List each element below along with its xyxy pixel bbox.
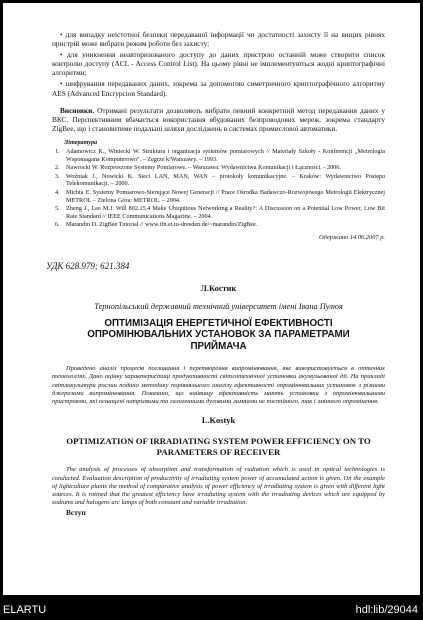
- reference-number: 3.: [55, 172, 60, 180]
- article-title-en: OPTIMIZATION OF IRRADIATING SYSTEM POWER EFFICIENCY ON TO PARAMETERS OF RECEIVER: [66, 436, 371, 457]
- received-date: Одержано 14.06.2007 р.: [319, 233, 385, 241]
- udc-code: УДК 628.979; 621.384: [46, 260, 130, 271]
- reference-item: [52, 173, 385, 188]
- conclusion-paragraph: [52, 106, 385, 133]
- abstract: Проведено аналіз процесів поглинання і перетворення випромінювання, яке використовується в оптичних технологіях. Дано оцінку характеристиці продуктивності світлотехнічної установки акумульованої дії. На прикладі світлокультури рослин подано методику порівняльного аналізу ефективності опромінювальних установок з різними джерелами випромінювання. Показано, що найвищу ефективність мають установки з опромінювальними пристроями, які оснащені натрієвими та галогенними дуговими лампами не постійного, так і змінного опромінення.: [52, 365, 385, 405]
- footer-bar: [0, 600, 423, 620]
- bullet-item: • для уникнення неавторизованого доступу до даних пристрою останній може створити список контролю доступу (ACL - Access Control List). На цьому рівні не імплементуються жодні криптографічні алгоритми;: [52, 50, 385, 78]
- author-name-en: L.Kostyk: [201, 416, 236, 426]
- author-name: Л.Костик: [200, 283, 237, 293]
- article-title: ОПТИМІЗАЦІЯ ЕНЕРГЕТИЧНОЇ ЕФЕКТИВНОСТІ ОПРОМІНЮВАЛЬНИХ УСТАНОВОК ЗА ПАРАМЕТРАМИ ПРИЙМАЧА: [87, 317, 350, 352]
- bullet-item: • для випадку неістотної безпеки передаваної інформації чи достатності захисту її на вищих рівнях пристрій може вибрати режим роботи без захисту;: [52, 30, 385, 49]
- document-page: [3, 3, 420, 595]
- reference-number: 1.: [55, 147, 60, 155]
- reference-item: [52, 148, 385, 163]
- footer-handle: hdl:lib/29044: [355, 604, 418, 616]
- reference-item: [52, 189, 385, 204]
- reference-text: Zheng J., Lee M.J. Will 802.15.4 Make Ubiquitous Networking a Reality?: A Discussion on a Potential Low Power, Low Bit Rate Standard // IEEE Communications Magazine. – 2004.: [66, 205, 385, 220]
- references-list: [52, 148, 385, 229]
- conclusion-text: Отримані результати дозволяють вибрати певний конкретний метод передавання даних у ВКС. Перспективним вбачається використання вбудованих безпроводових мереж, зокрема стандарту ZigBee, що і становитиме подальші шляхи досліджень в системах промислової автоматики.: [52, 105, 385, 133]
- reference-item: [52, 164, 385, 172]
- reference-item: [52, 221, 385, 229]
- page-content: [46, 30, 385, 518]
- reference-number: 5.: [55, 205, 60, 213]
- footer-repository-label: ELARTU: [3, 604, 47, 616]
- references-heading: Література: [64, 138, 98, 146]
- reference-text: Woźniak J., Nowicki K. Sieci LAN, MAN, WAN – protokoły komunikacyjne. – Kraków: Wydawnictwo Postępu Telekomunikacji. – 2000.: [66, 172, 385, 188]
- reference-number: 2.: [55, 164, 60, 172]
- reference-text: Michta E. Systemy Pomiarowo-Sterujące Nowej Generacji // Prace Ośrodka Badawczo-Rozwojowego Metrologii Elektrycznej METROL – Zielona Góra: METROL. – 2004.: [66, 188, 385, 204]
- reference-text: Adamowicz K., Winiecki W. Struktura i organizacja systemów pomiarowych // Materiały Szkoły - Konferencji „Metrologia Wspomagana Komputerowo". – Zegrze k/Warszawy. – 1993.: [66, 147, 385, 163]
- bullet-item: • шифрування передаваних даних, зокрема за допомогою симетричного криптографічного алгоритму AES (Advanced Encrypcion Standard).: [52, 79, 385, 98]
- reference-item: [52, 205, 385, 220]
- reference-number: 6.: [55, 221, 60, 229]
- conclusion-label: Висновки.: [60, 105, 95, 115]
- affiliation: Тернопільський державний технічний університет імені Івана Пулюя: [94, 301, 343, 311]
- reference-number: 4.: [55, 188, 60, 196]
- reference-text: Marandin D. ZigBee Tutorial // www.ifn.et.tu-dresden.de/~marandin/ZigBee.: [66, 221, 258, 229]
- abstract-en: The analysis of processes of absorption and transformation of radiation which is used in optical technologies is conducted. Evaluation description of productivity of irradiating system power of accumulated action is given. On the example of lightculture plants the method of comparative analysis of power efficiency of irradiating system is given with different light sources. It is rotined that the greatest efficiency have irradiating system with the irradiating devices which are equipped by sodiums and halogens arc lamps of both constant and variable irradiation.: [52, 466, 385, 507]
- reference-text: Nawrocki W. Rozproszone Systemy Pomiarowe. – Warszawa: Wydawnictwa Komunikacji i Łączności. - 2006.: [66, 164, 341, 172]
- section-heading: Вступ: [66, 508, 86, 518]
